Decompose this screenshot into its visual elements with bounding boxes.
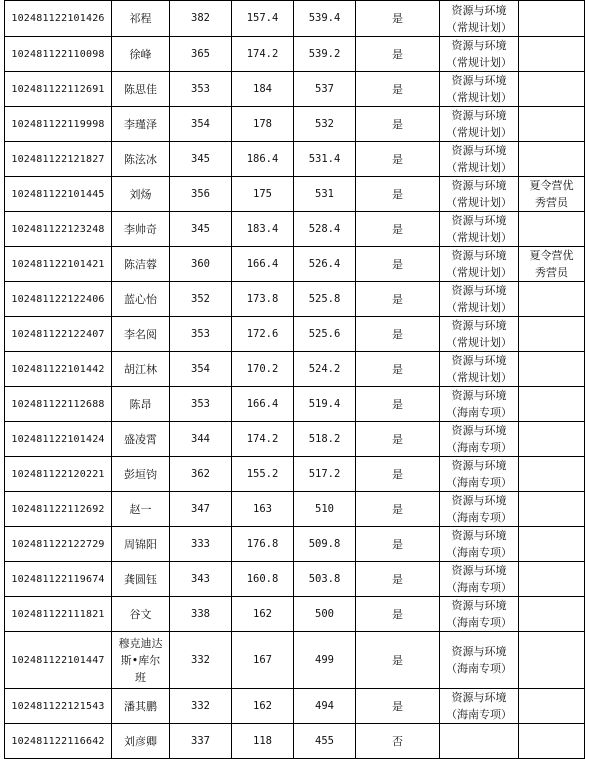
candidate-name-cell: 周锦阳	[112, 527, 170, 562]
retest-score-cell: 183.4	[232, 212, 294, 247]
total-score-cell: 528.4	[294, 212, 356, 247]
remark-cell	[519, 72, 585, 107]
total-score-cell: 531.4	[294, 142, 356, 177]
candidate-name-cell: 李名阅	[112, 317, 170, 352]
remark-cell	[519, 597, 585, 632]
prelim-score-cell: 347	[170, 492, 232, 527]
candidate-name-cell: 彭垣钧	[112, 457, 170, 492]
prelim-score-cell: 343	[170, 562, 232, 597]
candidate-name-cell: 赵一	[112, 492, 170, 527]
admit-status-cell: 是	[356, 562, 440, 597]
program-name: 资源与环境	[451, 645, 507, 658]
candidate-name-cell: 陈洁蓉	[112, 247, 170, 282]
admit-status-cell: 是	[356, 142, 440, 177]
table-row	[5, 37, 585, 72]
remark-cell	[519, 689, 585, 724]
prelim-score-cell: 365	[170, 37, 232, 72]
remark-cell: 夏令营优秀营员	[519, 247, 585, 282]
admit-status-cell: 是	[356, 597, 440, 632]
candidate-id-cell: 102481122121827	[5, 142, 112, 177]
program-name: 资源与环境	[451, 319, 507, 332]
candidate-id-cell: 102481122123248	[5, 212, 112, 247]
admit-status-cell: 是	[356, 247, 440, 282]
candidate-name-cell: 潘其鹏	[112, 689, 170, 724]
prelim-score-cell: 354	[170, 107, 232, 142]
admit-status-cell: 是	[356, 72, 440, 107]
total-score-cell: 537	[294, 72, 356, 107]
candidate-name-cell: 李帅奇	[112, 212, 170, 247]
remark-cell	[519, 317, 585, 352]
candidate-id-cell: 102481122110098	[5, 37, 112, 72]
program-name: 资源与环境	[451, 109, 507, 122]
retest-score-cell: 173.8	[232, 282, 294, 317]
program-plan: （常规计划）	[446, 56, 512, 69]
total-score-cell: 509.8	[294, 527, 356, 562]
candidate-name-cell: 徐峰	[112, 37, 170, 72]
retest-score-cell: 172.6	[232, 317, 294, 352]
program-plan: （海南专项）	[446, 662, 512, 675]
candidate-id-cell: 102481122101447	[5, 632, 112, 689]
program-cell	[440, 632, 519, 689]
total-score-cell: 519.4	[294, 387, 356, 422]
admit-status-cell: 是	[356, 282, 440, 317]
total-score-cell: 525.8	[294, 282, 356, 317]
retest-score-cell: 162	[232, 689, 294, 724]
remark-cell: 夏令营优秀营员	[519, 177, 585, 212]
prelim-score-cell: 353	[170, 72, 232, 107]
candidate-id-cell: 102481122116642	[5, 724, 112, 759]
program-name: 资源与环境	[451, 249, 507, 262]
table-row	[5, 282, 585, 317]
program-cell	[440, 317, 519, 352]
candidate-name-cell: 刘炀	[112, 177, 170, 212]
table-row	[5, 142, 585, 177]
remark-cell	[519, 107, 585, 142]
program-name: 资源与环境	[451, 494, 507, 507]
admit-status-cell: 是	[356, 107, 440, 142]
prelim-score-cell: 337	[170, 724, 232, 759]
program-name: 资源与环境	[451, 39, 507, 52]
program-name: 资源与环境	[451, 144, 507, 157]
candidate-name-cell: 胡江林	[112, 352, 170, 387]
retest-score-cell: 163	[232, 492, 294, 527]
program-name: 资源与环境	[451, 529, 507, 542]
program-cell	[440, 422, 519, 457]
table-row	[5, 689, 585, 724]
program-plan: （常规计划）	[446, 336, 512, 349]
retest-score-cell: 162	[232, 597, 294, 632]
candidate-name-cell: 祁程	[112, 1, 170, 37]
program-name: 资源与环境	[451, 354, 507, 367]
program-plan: （常规计划）	[446, 196, 512, 209]
table-body	[5, 1, 585, 759]
admit-status-cell: 是	[356, 1, 440, 37]
remark-cell	[519, 37, 585, 72]
remark-cell	[519, 387, 585, 422]
candidate-id-cell: 102481122122406	[5, 282, 112, 317]
admit-status-cell: 是	[356, 37, 440, 72]
retest-score-cell: 170.2	[232, 352, 294, 387]
total-score-cell: 525.6	[294, 317, 356, 352]
retest-score-cell: 166.4	[232, 247, 294, 282]
program-plan: （常规计划）	[446, 91, 512, 104]
program-name: 资源与环境	[451, 74, 507, 87]
program-cell	[440, 1, 519, 37]
program-plan: （海南专项）	[446, 546, 512, 559]
total-score-cell: 503.8	[294, 562, 356, 597]
prelim-score-cell: 382	[170, 1, 232, 37]
program-cell	[440, 597, 519, 632]
candidate-id-cell: 102481122122407	[5, 317, 112, 352]
program-plan: （海南专项）	[446, 511, 512, 524]
prelim-score-cell: 352	[170, 282, 232, 317]
program-name: 资源与环境	[451, 179, 507, 192]
remark-cell	[519, 527, 585, 562]
candidate-id-cell: 102481122120221	[5, 457, 112, 492]
candidate-id-cell: 102481122112691	[5, 72, 112, 107]
total-score-cell: 526.4	[294, 247, 356, 282]
program-name: 资源与环境	[451, 389, 507, 402]
program-plan: （常规计划）	[446, 231, 512, 244]
program-cell	[440, 212, 519, 247]
program-name: 资源与环境	[451, 284, 507, 297]
table-row	[5, 72, 585, 107]
prelim-score-cell: 332	[170, 632, 232, 689]
program-cell	[440, 689, 519, 724]
prelim-score-cell: 354	[170, 352, 232, 387]
admit-status-cell: 是	[356, 212, 440, 247]
program-cell	[440, 247, 519, 282]
prelim-score-cell: 353	[170, 387, 232, 422]
table-row	[5, 177, 585, 212]
total-score-cell: 494	[294, 689, 356, 724]
prelim-score-cell: 344	[170, 422, 232, 457]
retest-score-cell: 155.2	[232, 457, 294, 492]
retest-score-cell: 186.4	[232, 142, 294, 177]
table-row	[5, 562, 585, 597]
candidate-name-cell: 陈泫冰	[112, 142, 170, 177]
program-name: 资源与环境	[451, 3, 507, 17]
program-plan: （海南专项）	[446, 406, 512, 419]
total-score-cell: 539.2	[294, 37, 356, 72]
retest-score-cell: 178	[232, 107, 294, 142]
program-cell	[440, 387, 519, 422]
retest-score-cell: 160.8	[232, 562, 294, 597]
candidate-name-cell: 谷文	[112, 597, 170, 632]
candidate-id-cell: 102481122111821	[5, 597, 112, 632]
total-score-cell: 531	[294, 177, 356, 212]
table-row	[5, 492, 585, 527]
table-row	[5, 212, 585, 247]
table-row	[5, 457, 585, 492]
admit-status-cell: 是	[356, 632, 440, 689]
candidate-name-cell: 盛凌霄	[112, 422, 170, 457]
prelim-score-cell: 356	[170, 177, 232, 212]
remark-cell	[519, 492, 585, 527]
table-row	[5, 422, 585, 457]
admit-status-cell: 否	[356, 724, 440, 759]
program-cell	[440, 457, 519, 492]
program-plan: （常规计划）	[446, 371, 512, 384]
total-score-cell: 500	[294, 597, 356, 632]
admit-status-cell: 是	[356, 457, 440, 492]
candidate-id-cell: 102481122101426	[5, 1, 112, 37]
program-cell	[440, 72, 519, 107]
program-cell	[440, 724, 519, 759]
program-name: 资源与环境	[451, 214, 507, 227]
candidate-name-cell: 蓝心怡	[112, 282, 170, 317]
program-cell	[440, 142, 519, 177]
prelim-score-cell: 353	[170, 317, 232, 352]
program-plan: （海南专项）	[446, 616, 512, 629]
table-row	[5, 317, 585, 352]
candidate-name-cell: 刘彦卿	[112, 724, 170, 759]
table-row	[5, 632, 585, 689]
candidate-name-cell: 陈昂	[112, 387, 170, 422]
candidate-id-cell: 102481122112692	[5, 492, 112, 527]
program-plan: （海南专项）	[446, 476, 512, 489]
program-cell	[440, 282, 519, 317]
candidate-id-cell: 102481122119998	[5, 107, 112, 142]
total-score-cell: 518.2	[294, 422, 356, 457]
program-plan: （常规计划）	[446, 20, 512, 34]
admit-status-cell: 是	[356, 492, 440, 527]
candidate-id-cell: 102481122101442	[5, 352, 112, 387]
candidate-name-cell: 李瑾泽	[112, 107, 170, 142]
program-cell	[440, 527, 519, 562]
total-score-cell: 510	[294, 492, 356, 527]
retest-score-cell: 174.2	[232, 37, 294, 72]
prelim-score-cell: 332	[170, 689, 232, 724]
remark-cell	[519, 352, 585, 387]
program-plan: （常规计划）	[446, 126, 512, 139]
program-name: 资源与环境	[451, 691, 507, 704]
program-name: 资源与环境	[451, 459, 507, 472]
program-plan: （常规计划）	[446, 301, 512, 314]
retest-score-cell: 184	[232, 72, 294, 107]
program-cell	[440, 352, 519, 387]
admit-status-cell: 是	[356, 177, 440, 212]
admit-status-cell: 是	[356, 317, 440, 352]
candidate-id-cell: 102481122122729	[5, 527, 112, 562]
retest-score-cell: 167	[232, 632, 294, 689]
retest-score-cell: 166.4	[232, 387, 294, 422]
total-score-cell: 499	[294, 632, 356, 689]
candidate-id-cell: 102481122101424	[5, 422, 112, 457]
remark-cell	[519, 212, 585, 247]
table-row	[5, 724, 585, 759]
remark-cell	[519, 142, 585, 177]
program-name: 资源与环境	[451, 599, 507, 612]
program-cell	[440, 37, 519, 72]
prelim-score-cell: 360	[170, 247, 232, 282]
table-row	[5, 1, 585, 37]
total-score-cell: 517.2	[294, 457, 356, 492]
remark-cell	[519, 422, 585, 457]
prelim-score-cell: 333	[170, 527, 232, 562]
admission-results-table	[4, 0, 585, 759]
admit-status-cell: 是	[356, 527, 440, 562]
program-cell	[440, 177, 519, 212]
candidate-id-cell: 102481122101445	[5, 177, 112, 212]
program-cell	[440, 492, 519, 527]
total-score-cell: 532	[294, 107, 356, 142]
table-row	[5, 352, 585, 387]
remark-cell	[519, 562, 585, 597]
program-plan: （海南专项）	[446, 441, 512, 454]
total-score-cell: 455	[294, 724, 356, 759]
retest-score-cell: 176.8	[232, 527, 294, 562]
retest-score-cell: 157.4	[232, 1, 294, 37]
candidate-id-cell: 102481122112688	[5, 387, 112, 422]
table-row	[5, 527, 585, 562]
program-cell	[440, 562, 519, 597]
program-plan: （海南专项）	[446, 581, 512, 594]
remark-cell	[519, 457, 585, 492]
remark-cell	[519, 282, 585, 317]
candidate-id-cell: 102481122121543	[5, 689, 112, 724]
remark-cell	[519, 632, 585, 689]
admit-status-cell: 是	[356, 422, 440, 457]
candidate-id-cell: 102481122119674	[5, 562, 112, 597]
candidate-name-cell: 陈思佳	[112, 72, 170, 107]
program-plan: （常规计划）	[446, 266, 512, 279]
program-name: 资源与环境	[451, 564, 507, 577]
admit-status-cell: 是	[356, 387, 440, 422]
admit-status-cell: 是	[356, 352, 440, 387]
total-score-cell: 539.4	[294, 1, 356, 37]
admit-status-cell: 是	[356, 689, 440, 724]
candidate-name-cell: 穆克迪达斯•库尔班	[112, 632, 170, 689]
prelim-score-cell: 362	[170, 457, 232, 492]
program-plan: （海南专项）	[446, 708, 512, 721]
remark-cell	[519, 1, 585, 37]
prelim-score-cell: 338	[170, 597, 232, 632]
prelim-score-cell: 345	[170, 142, 232, 177]
table-row	[5, 247, 585, 282]
table-row	[5, 597, 585, 632]
program-cell	[440, 107, 519, 142]
retest-score-cell: 118	[232, 724, 294, 759]
prelim-score-cell: 345	[170, 212, 232, 247]
program-plan: （常规计划）	[446, 161, 512, 174]
retest-score-cell: 175	[232, 177, 294, 212]
candidate-name-cell: 龚圆钰	[112, 562, 170, 597]
total-score-cell: 524.2	[294, 352, 356, 387]
retest-score-cell: 174.2	[232, 422, 294, 457]
remark-cell	[519, 724, 585, 759]
table-row	[5, 107, 585, 142]
program-name: 资源与环境	[451, 424, 507, 437]
table-row	[5, 387, 585, 422]
candidate-id-cell: 102481122101421	[5, 247, 112, 282]
